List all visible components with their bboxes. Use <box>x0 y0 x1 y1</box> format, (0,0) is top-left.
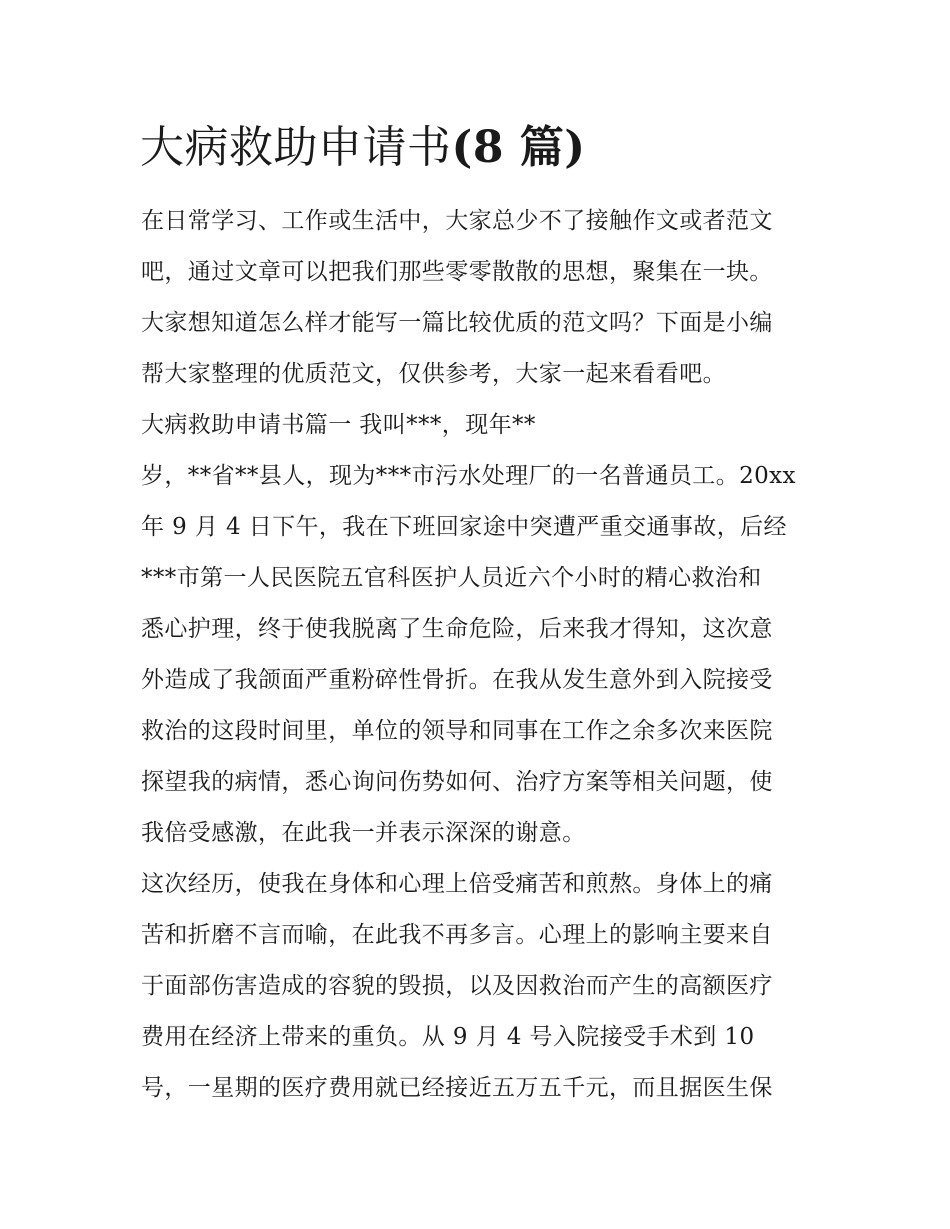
paragraph-line: 我倍受感激，在此我一并表示深深的谢意。 <box>141 820 586 846</box>
paragraph-line: 救治的这段时间里，单位的领导和同事在工作之余多次来医院 <box>141 718 773 744</box>
paragraph-line: 岁，**省**县人，现为***市污水处理厂的一名普通员工。20xx <box>141 463 796 489</box>
paragraph-line: 吧，通过文章可以把我们那些零零散散的思想，聚集在一块。 <box>141 259 773 285</box>
paragraph-line: 年 9 月 4 日下午，我在下班回家途中突遭严重交通事故，后经 <box>141 514 787 540</box>
paragraph-line: 于面部伤害造成的容貌的毁损，以及因救治而产生的高额医疗 <box>141 973 773 999</box>
title-main-text: 大病救助申请书 <box>140 122 452 173</box>
document-title <box>140 118 586 178</box>
paragraph-line: 大病救助申请书篇一 我叫***，现年** <box>141 412 536 438</box>
paragraph-line: 这次经历，使我在身体和心理上倍受痛苦和煎熬。身体上的痛 <box>141 871 773 897</box>
paragraph-line: 悉心护理，终于使我脱离了生命危险，后来我才得知，这次意 <box>141 616 773 642</box>
paragraph-line: 外造成了我颌面严重粉碎性骨折。在我从发生意外到入院接受 <box>141 667 773 693</box>
paragraph-line: ***市第一人民医院五官科医护人员近六个小时的精心救治和 <box>141 565 762 591</box>
paragraph-line: 大家想知道怎么样才能写一篇比较优质的范文吗？下面是小编 <box>141 310 773 336</box>
paragraph-line: 帮大家整理的优质范文，仅供参考，大家一起来看看吧。 <box>141 361 726 387</box>
paragraph-line: 费用在经济上带来的重负。从 9 月 4 号入院接受手术到 10 <box>141 1024 755 1050</box>
paragraph-line: 苦和折磨不言而喻，在此我不再多言。心理上的影响主要来自 <box>141 922 773 948</box>
paragraph-line: 号，一星期的医疗费用就已经接近五万五千元，而且据医生保 <box>141 1075 773 1101</box>
paragraph-line: 在日常学习、工作或生活中，大家总少不了接触作文或者范文 <box>141 208 773 234</box>
paragraph-line: 探望我的病情，悉心询问伤势如何、治疗方案等相关问题，使 <box>141 769 773 795</box>
title-count-text: (8 篇) <box>451 122 586 173</box>
